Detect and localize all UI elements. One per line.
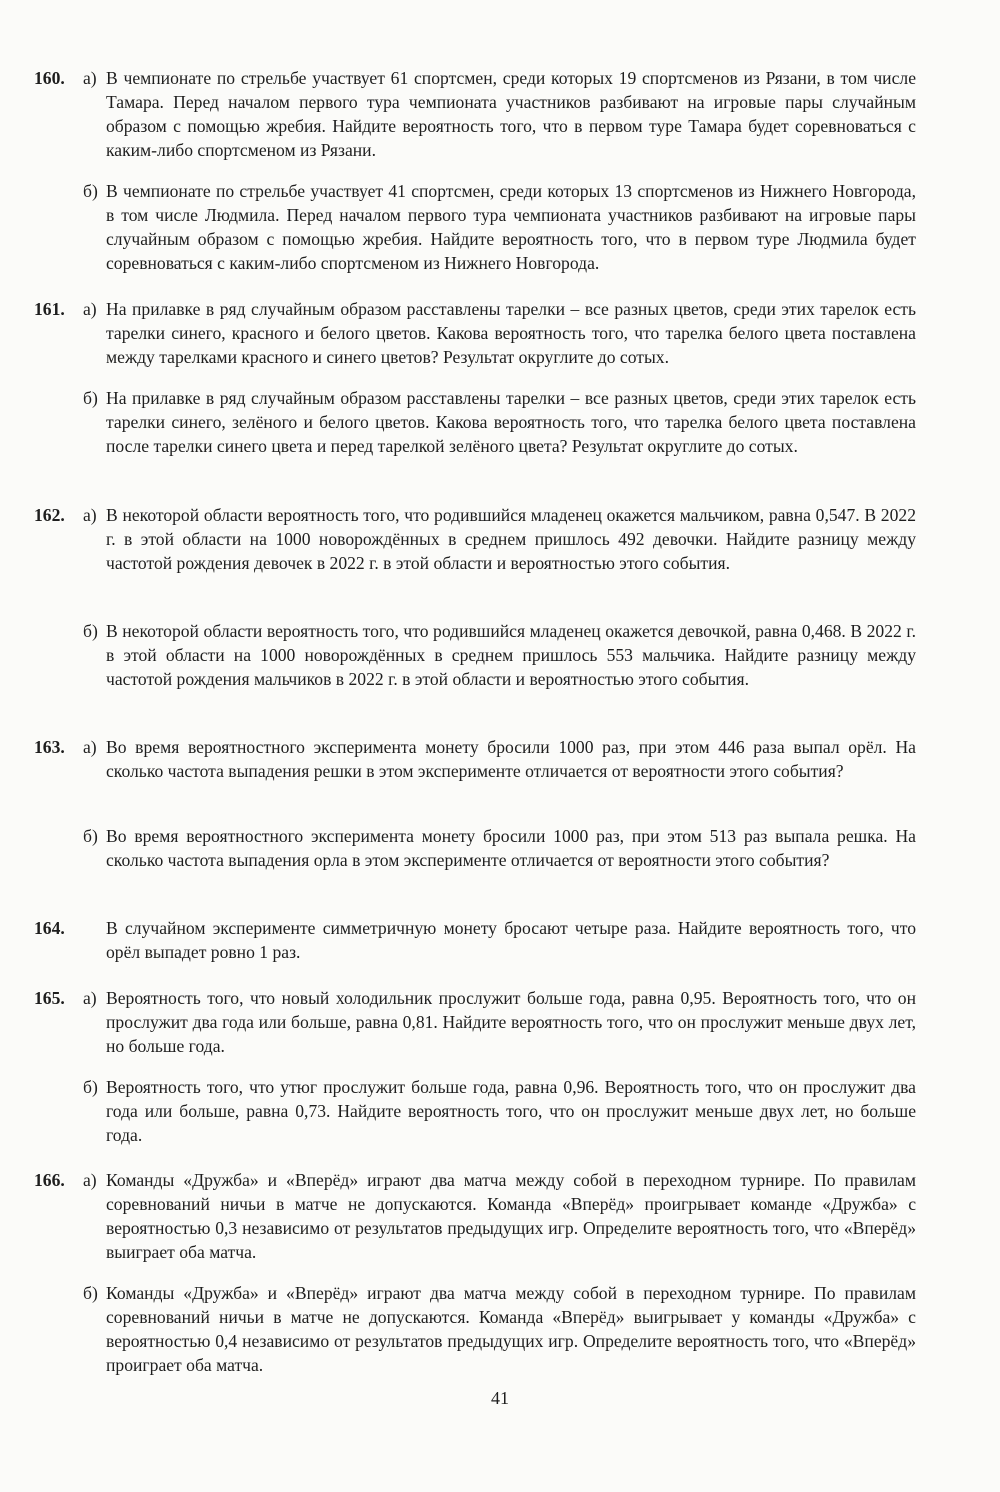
problem-text: Вероятность того, что утюг прослужит больше года, равна 0,96. Вероятность того, что он прослужит два года или больше, равна 0,73. Найдите вероятность того, что он прослужит меньше двух лет, но больше года. xyxy=(106,1077,916,1145)
problem-text: В случайном эксперименте симметричную монету бросают четыре раза. Найдите вероятность того, что орёл выпадет ровно 1 раз. xyxy=(106,918,916,962)
problem-text: Вероятность того, что новый холодильник прослужит больше года, равна 0,95. Вероятность того, что он прослужит два года или больше, равна 0,81. Найдите вероятность того, что он прослужит меньше двух лет, но больше года. xyxy=(106,988,916,1056)
problem-number: 164. xyxy=(34,918,65,938)
problem-text: В некоторой области вероятность того, что родившийся младенец окажется мальчиком, равна 0,547. В 2022 г. в этой области на 1000 новорождённых в среднем пришлось 492 девочки. Найдите разницу между частотой рождения девочек в 2022 г. в этой области и вероятностью этого события. xyxy=(106,505,916,573)
problem-number: 160. xyxy=(34,68,65,88)
problem-text: Команды «Дружба» и «Вперёд» играют два матча между собой в переходном турнире. По правилам соревнований ничьи в матче не допускаются. Команда «Вперёд» проигрывает команде «Дружба» с вероятностью 0,3 независимо от результатов предыдущих игр. Определите вероятность того, что «Вперёд» выиграет оба матча. xyxy=(106,1170,916,1262)
part-label: б) xyxy=(83,826,98,846)
problem-text: В чемпионате по стрельбе участвует 61 спортсмен, среди которых 19 спортсменов из Рязани, в том числе Тамара. Перед началом первого тура чемпионата участников разбивают на игровые пары случайным образом с помощью жребия. Найдите вероятность того, что в первом туре Тамара будет соревноваться с каким-либо спортсменом из Рязани. xyxy=(106,68,916,160)
part-label: б) xyxy=(83,621,98,641)
part-label: а) xyxy=(83,299,97,319)
problem-number: 162. xyxy=(34,505,65,525)
problem-text: В чемпионате по стрельбе участвует 41 спортсмен, среди которых 13 спортсменов из Нижнего Новгорода, в том числе Людмила. Перед началом первого тура чемпионата участников разбивают на игровые пары случайным образом с помощью жребия. Найдите вероятность того, что в первом туре Людмила будет соревноваться с каким-либо спортсменом из Нижнего Новгорода. xyxy=(106,181,916,273)
part-label: а) xyxy=(83,737,97,757)
page-number: 41 xyxy=(491,1388,509,1408)
problem-text: Команды «Дружба» и «Вперёд» играют два матча между собой в переходном турнире. По правилам соревнований ничьи в матче не допускаются. Команда «Вперёд» выигрывает у команды «Дружба» с вероятностью 0,4 независимо от результатов предыдущих игр. Определите вероятность того, что «Вперёд» проиграет оба матча. xyxy=(106,1283,916,1375)
part-label: а) xyxy=(83,505,97,525)
problem-number: 163. xyxy=(34,737,65,757)
part-label: а) xyxy=(83,988,97,1008)
problem-number: 166. xyxy=(34,1170,65,1190)
part-label: б) xyxy=(83,181,98,201)
problem-number: 165. xyxy=(34,988,65,1008)
problem-text: Во время вероятностного эксперимента монету бросили 1000 раз, при этом 513 раз выпала решка. На сколько частота выпадения орла в этом эксперименте отличается от вероятности этого события? xyxy=(106,826,916,870)
part-label: б) xyxy=(83,388,98,408)
problem-text: На прилавке в ряд случайным образом расставлены тарелки – все разных цветов, среди этих тарелок есть тарелки синего, зелёного и белого цветов. Какова вероятность того, что тарелка белого цвета поставлена после тарелки синего цвета и перед тарелкой зелёного цвета? Результат округлите до сотых. xyxy=(106,388,916,456)
problem-number: 161. xyxy=(34,299,65,319)
part-label: а) xyxy=(83,68,97,88)
problem-text: В некоторой области вероятность того, что родившийся младенец окажется девочкой, равна 0,468. В 2022 г. в этой области на 1000 новорождённых в среднем пришлось 553 мальчика. Найдите разницу между частотой рождения мальчиков в 2022 г. в этой области и вероятностью этого события. xyxy=(106,621,916,689)
problem-text: На прилавке в ряд случайным образом расставлены тарелки – все разных цветов, среди этих тарелок есть тарелки синего, красного и белого цветов. Какова вероятность того, что тарелка белого цвета поставлена между тарелками красного и синего цветов? Результат округлите до сотых. xyxy=(106,299,916,367)
part-label: б) xyxy=(83,1283,98,1303)
part-label: б) xyxy=(83,1077,98,1097)
part-label: а) xyxy=(83,1170,97,1190)
problem-text: Во время вероятностного эксперимента монету бросили 1000 раз, при этом 446 раза выпал орёл. На сколько частота выпадения решки в этом эксперименте отличается от вероятности этого события? xyxy=(106,737,916,781)
